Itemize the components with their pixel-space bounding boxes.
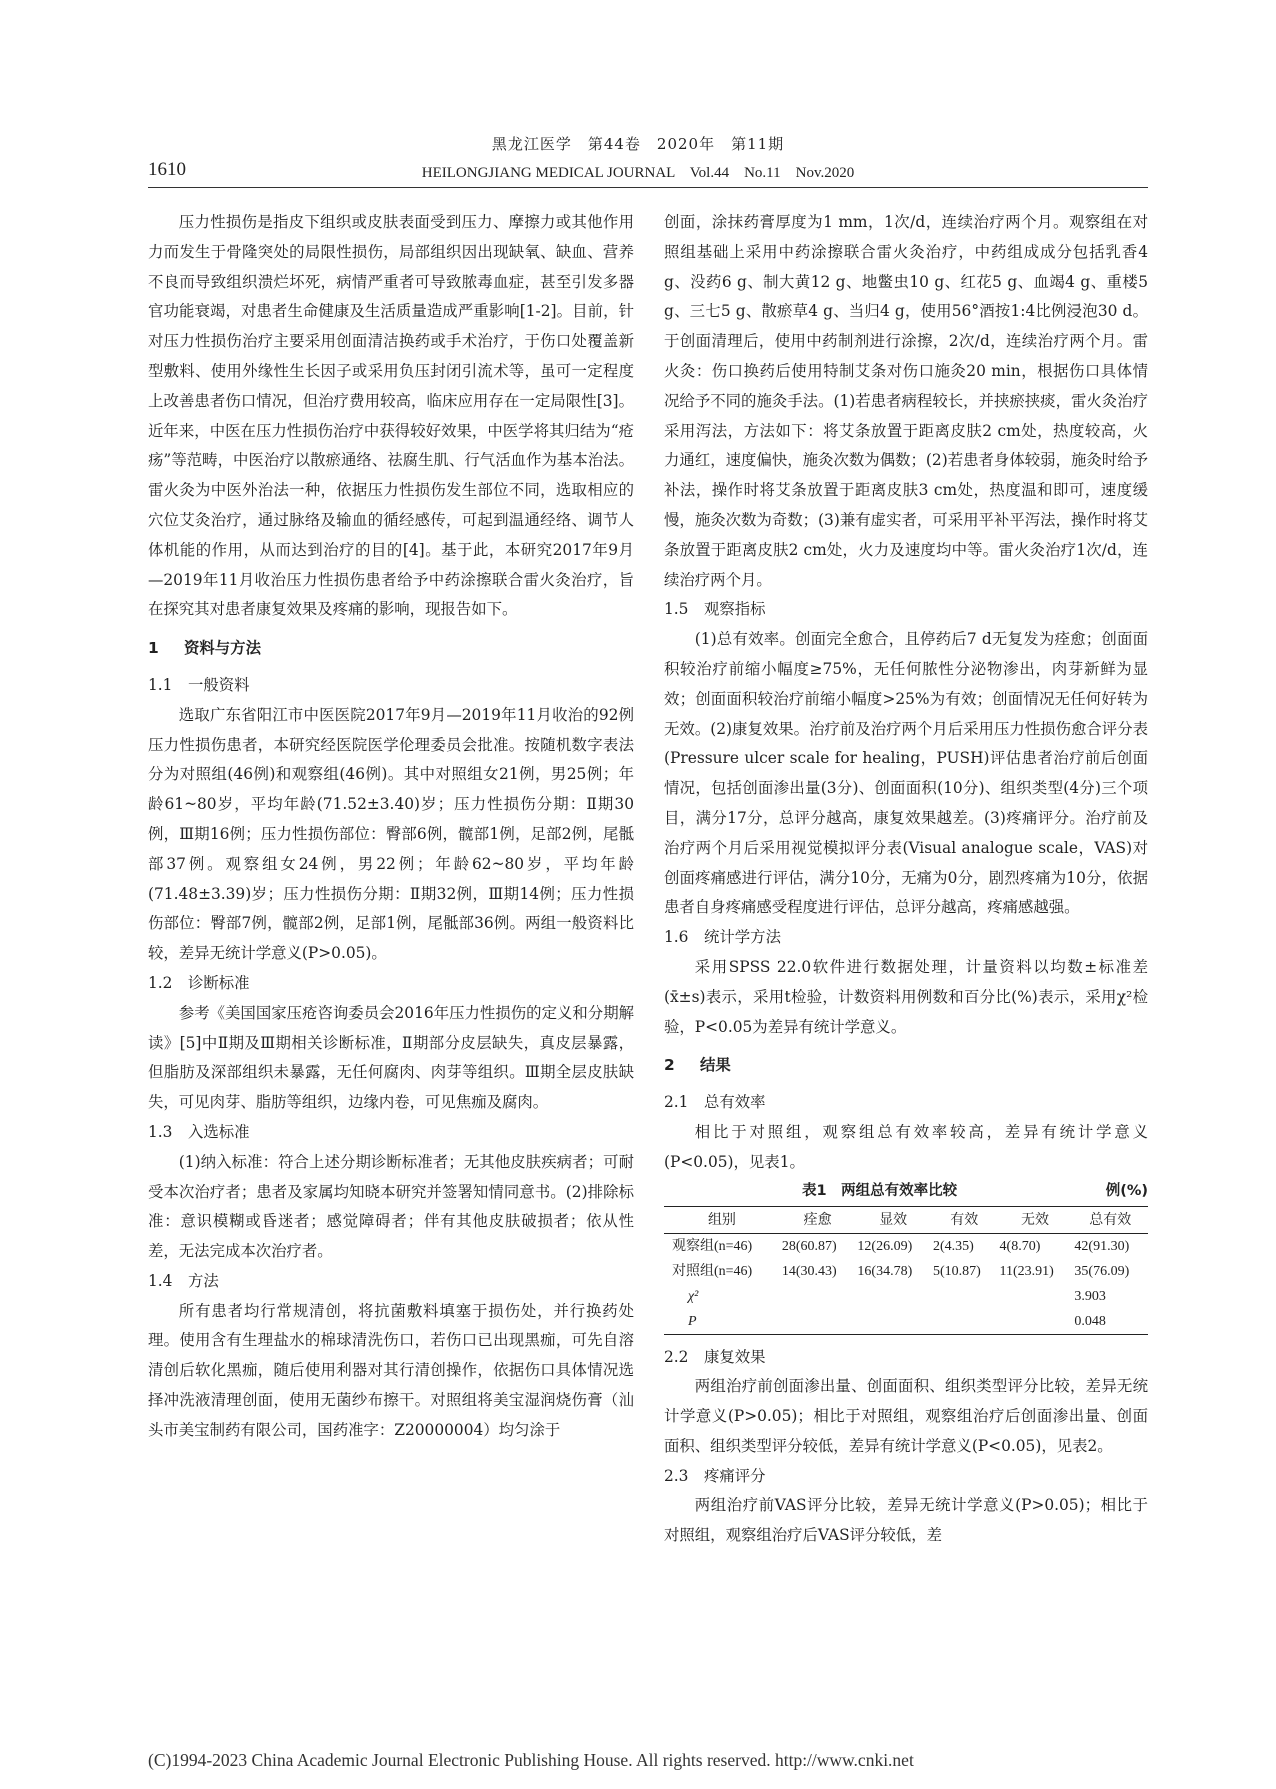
section-1-4-text: 所有患者均行常规清创，将抗菌敷料填塞于损伤处，并行换药处理。使用含有生理盐水的棉球清洗伤口，若伤口已出现黑痂，可先自溶清创后软化黑痂，随后使用利器对其行清创操作，依据伤口具体情况选择冲洗液清理创面，使用无菌纱布擦干。对照组将美宝湿润烧伤膏（汕头市美宝制药有限公司，国药准字：Z20000004）均匀涂于 <box>148 1301 634 1439</box>
section-1-6-heading: 1.6 统计学方法 <box>664 928 781 947</box>
table-row <box>664 1233 1148 1259</box>
table-1-header: 痊愈 <box>780 1206 856 1233</box>
table-1-header: 显效 <box>855 1206 931 1233</box>
section-1-2-heading: 1.2 诊断标准 <box>148 973 250 992</box>
table-cell: 11(23.91) <box>999 1263 1054 1279</box>
section-2-1-heading: 2.1 总有效率 <box>664 1093 766 1112</box>
table-1-header: 总有效 <box>1072 1206 1148 1233</box>
chi-square-value: 3.903 <box>1074 1288 1106 1304</box>
table-cell: 2(4.35) <box>932 1238 974 1254</box>
chi-square-label: χ² <box>688 1288 699 1304</box>
copyright-footer: (C)1994-2023 China Academic Journal Electronic Publishing House. All rights reserved. http://www.cnki.net <box>148 1750 914 1770</box>
section-1-1-text: 选取广东省阳江市中医医院2017年9月—2019年11月收治的92例压力性损伤患者，本研究经医院医学伦理委员会批准。按随机数字表法分为对照组(46例)和观察组(46例)。其中对照组女21例，男25例；年龄61~80岁，平均年龄(71.52±3.40)岁；压力性损伤分期：Ⅱ期30例，Ⅲ期16例；压力性损伤部位：臀部6例，髋部1例，足部2例，尾骶部37例。观察组女24例，男22例；年龄62~80岁，平均年龄(71.48±3.39)岁；压力性损伤分期：Ⅱ期32例，Ⅲ期14例；压力性损伤部位：臀部7例，髋部2例，足部1例，尾骶部36例。两组一般资料比较，差异无统计学意义(P>0.05)。 <box>148 705 634 963</box>
section-2-2-text: 两组治疗前创面渗出量、创面面积、组织类型评分比较，差异无统计学意义(P>0.05)；相比于对照组，观察组治疗后创面渗出量、创面面积、组织类型评分较低，差异有统计学意义(P<0.05)，见表2。 <box>664 1377 1148 1455</box>
table-1-header: 有效 <box>931 1206 998 1233</box>
intro-paragraph: 压力性损伤是指皮下组织或皮肤表面受到压力、摩擦力或其他作用力而发生于骨隆突处的局限性损伤，局部组织因出现缺氧、缺血、营养不良而导致组织溃烂坏死，病情严重者可导致脓毒血症，甚至引发多器官功能衰竭，对患者生命健康及生活质量造成严重影响[1-2]。目前，针对压力性损伤治疗主要采用创面清洁换药或手术治疗，于伤口处覆盖新型敷料、使用外缘性生长因子或采用负压封闭引流术等，虽可一定程度上改善患者伤口情况，但治疗费用较高，临床应用存在一定局限性[3]。近年来，中医在压力性损伤治疗中获得较好效果，中医学将其归结为“疮疡”等范畴，中医治疗以散瘀通络、祛腐生肌、行气活血作为基本治法。雷火灸为中医外治法一种，依据压力性损伤发生部位不同，选取相应的穴位艾灸治疗，通过脉络及输血的循经感传，可起到温通经络、调节人体机能的作用，从而达到治疗的目的[4]。基于此，本研究2017年9月—2019年11月收治压力性损伤患者给予中药涂擦联合雷火灸治疗，旨在探究其对患者康复效果及疼痛的影响，现报告如下。 <box>148 213 634 619</box>
table-cell: 12(26.09) <box>857 1238 913 1254</box>
journal-header-cn: 黑龙江医学 第44卷 2020年 第11期 <box>491 135 785 153</box>
section-1-5-text: (1)总有效率。创面完全愈合，且停药后7 d无复发为痊愈；创面面积较治疗前缩小幅度≥75%，无任何脓性分泌物渗出，肉芽新鲜为显效；创面面积较治疗前缩小幅度>25%为有效；创面情况无任何好转为无效。(2)康复效果。治疗前及治疗两个月后采用压力性损伤愈合评分表(Pressure ulcer scale for healing，PUSH)评估患者治疗前后创面情况，包括创面渗出量(3分)、创面面积(10分)、组织类型(4分)三个项目，满分17分，总评分越高，康复效果越差。(3)疼痛评分。治疗前及治疗两个月后采用视觉模拟评分表(Visual analogue scale，VAS)对创面疼痛感进行评估，满分10分，无痛为0分，剧烈疼痛为10分，依据患者自身疼痛感受程度进行评估，总评分越高，疼痛感越强。 <box>664 630 1148 917</box>
table-cell: 14(30.43) <box>781 1263 837 1279</box>
table-1-header-row <box>664 1206 1148 1233</box>
table-cell: 35(76.09) <box>1074 1263 1130 1279</box>
p-value: 0.048 <box>1072 1309 1148 1335</box>
table-row-chi-square <box>664 1284 1148 1309</box>
header-rule <box>148 187 1148 188</box>
journal-header-en: HEILONGJIANG MEDICAL JOURNAL Vol.44 No.11 Nov.2020 <box>421 165 855 181</box>
table-cell: 观察组(n=46) <box>672 1238 753 1254</box>
table-1-header: 组别 <box>664 1206 780 1233</box>
section-1-5-heading: 1.5 观察指标 <box>664 600 766 619</box>
section-1-4-continued: 创面，涂抹药膏厚度为1 mm，1次/d，连续治疗两个月。观察组在对照组基础上采用中药涂擦联合雷火灸治疗，中药组成成分包括乳香4 g、没药6 g、制大黄12 g、地鳖虫10 g、红花5 g、血竭4 g、重楼5 g、三七5 g、散瘀草4 g、当归4 g，使用56°酒按1:4比例浸泡30 d。于创面清理后，使用中药制剂进行涂擦，2次/d，连续治疗两个月。雷火灸：伤口换药后使用特制艾条对伤口施灸20 min，根据伤口具体情况给予不同的施灸手法。(1)若患者病程较长，并挟瘀挟痰，雷火灸治疗采用泻法，方法如下：将艾条放置于距离皮肤2 cm处，热度较高，火力通红，速度偏快，施灸次数为偶数；(2)若患者身体较弱，施灸时给予补法，操作时将艾条放置于距离皮肤3 cm处，热度温和即可，速度缓慢，施灸次数为奇数；(3)兼有虚实者，可采用平补平泻法，操作时将艾条放置于距离皮肤2 cm处，火力及速度均中等。雷火灸治疗1次/d，连续治疗两个月。 <box>664 213 1148 589</box>
table-1-caption: 表1 两组总有效率比较 <box>802 1182 958 1199</box>
right-column <box>664 208 1148 1551</box>
left-column <box>148 208 634 1446</box>
table-cell: 28(60.87) <box>781 1238 837 1254</box>
section-1-3-text: (1)纳入标准：符合上述分期诊断标准者；无其他皮肤疾病者；可耐受本次治疗者；患者及家属均知晓本研究并签署知情同意书。(2)排除标准：意识模糊或昏迷者；感觉障碍者；伴有其他皮肤破损者；依从性差，无法完成本次治疗者。 <box>148 1152 634 1261</box>
table-cell: 16(34.78) <box>857 1263 913 1279</box>
table-1-header: 无效 <box>998 1206 1073 1233</box>
p-label: P <box>664 1309 780 1335</box>
section-2-1-text: 相比于对照组，观察组总有效率较高，差异有统计学意义(P<0.05)，见表1。 <box>664 1122 1148 1171</box>
table-1-caption-row <box>664 1178 1148 1204</box>
section-1-6-text: 采用SPSS 22.0软件进行数据处理，计量资料以均数±标准差(x̄±s)表示，采用t检验，计数资料用例数和百分比(%)表示，采用χ²检验，P<0.05为差异有统计学意义。 <box>664 957 1148 1036</box>
table-cell: 5(10.87) <box>932 1263 981 1279</box>
table-cell: 4(8.70) <box>999 1238 1041 1254</box>
table-1 <box>664 1206 1148 1335</box>
section-1-2-text: 参考《美国国家压疮咨询委员会2016年压力性损伤的定义和分期解读》[5]中Ⅱ期及Ⅲ期相关诊断标准，Ⅱ期部分皮层缺失，真皮层暴露，但脂肪及深部组织未暴露，无任何腐肉、肉芽等组织。Ⅲ期全层皮肤缺失，可见肉芽、脂肪等组织，边缘内卷，可见焦痂及腐肉。 <box>148 1003 634 1112</box>
section-1-1-heading: 1.1 一般资料 <box>148 675 250 694</box>
table-1-unit: 例(%) <box>1105 1182 1148 1199</box>
table-cell: 对照组(n=46) <box>672 1263 753 1279</box>
section-2-3-heading: 2.3 疼痛评分 <box>664 1466 766 1485</box>
section-1-3-heading: 1.3 入选标准 <box>148 1122 250 1141</box>
table-cell: 42(91.30) <box>1074 1238 1130 1254</box>
section-1-4-heading: 1.4 方法 <box>148 1271 219 1290</box>
section-2-2-heading: 2.2 康复效果 <box>664 1347 766 1366</box>
section-2-heading: 2 结果 <box>664 1056 731 1075</box>
table-row-p-value <box>664 1309 1148 1335</box>
section-1-heading: 1 资料与方法 <box>148 639 261 658</box>
page-number: 1610 <box>148 159 186 180</box>
table-row <box>664 1259 1148 1284</box>
section-2-3-text: 两组治疗前VAS评分比较，差异无统计学意义(P>0.05)；相比于对照组，观察组治疗后VAS评分较低，差 <box>664 1496 1148 1545</box>
